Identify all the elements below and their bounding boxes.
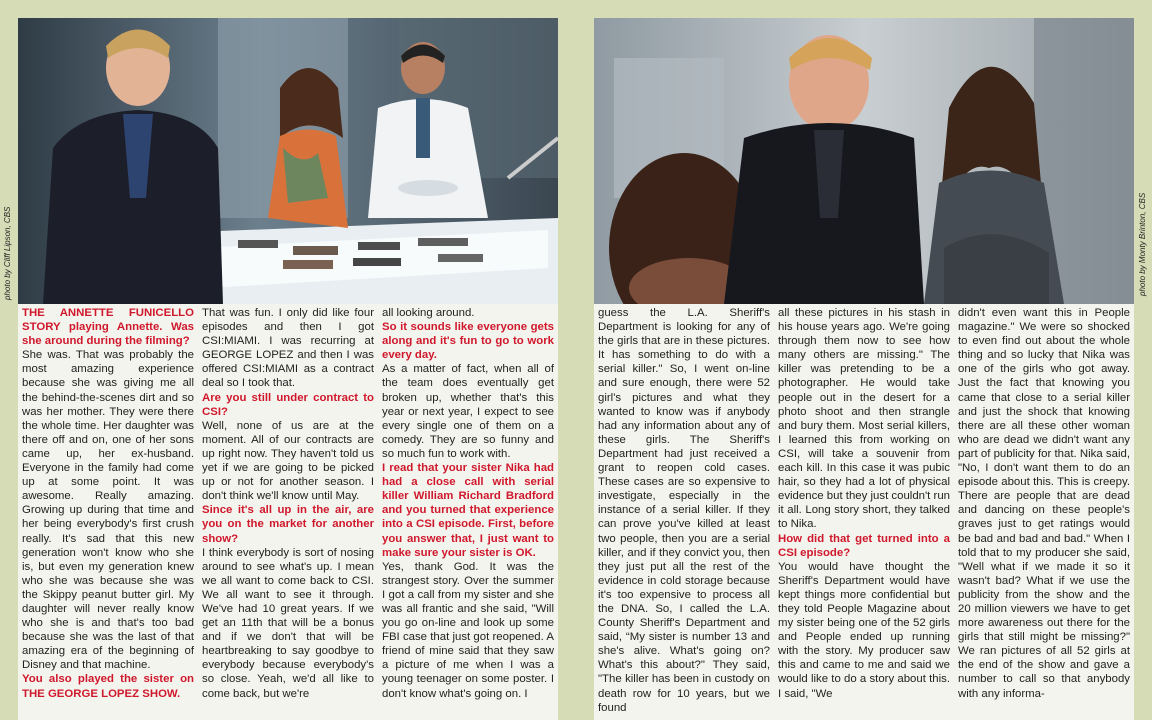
photo-credit-right: photo by Monty Brinton, CBS xyxy=(1138,192,1147,296)
article-column-3 xyxy=(378,306,558,720)
interview-answer: guess the L.A. Sheriff's Department is looking for any of the girls that are in these pictures. It has something to do with a serial killer." So, I went on-line and sure enough, there were 52 girl's pictures and what they wanted to know was if anybody had any information about any of these girls. The Sheriff's Department had just received a grant to reopen cold cases. These cases are so expensive to investigate, especially in the instance of a serial killer. If they can prove you've killed at least two people, then you are a serial killer, and if they convict you, then they just put all the rest of the evidence in cold storage because it's too expensive to process all the DNA. So, I called the L.A. County Sheriff's Department and said, “My sister is number 13 and she's alive. What's going on? What's this about?" They said, "The killer has been in custody on death row for 10 years, but we found xyxy=(598,307,770,714)
interview-answer: That was fun. I only did like four episodes and then I got CSI:MIAMI. I was recurring at GEORGE LOPEZ and then I was offered CSI:MIAMI as a contract deal so I took that. xyxy=(202,307,374,390)
left-page xyxy=(18,18,558,720)
interview-question: You also played the sister on THE GEORGE LOPEZ SHOW. xyxy=(22,673,194,700)
interview-answer: I think everybody is sort of nosing around to see what's up. I mean we all want to come back to CSI. We all want to see it through. We've had 10 great years. If we get an 11th that will be a bonus and if we don't that will be heartbreaking to say goodbye to everybody because everybody's so close. Yeah, we'd all like to come back, but we're xyxy=(202,546,374,700)
right-page xyxy=(594,18,1134,720)
interview-question: Are you still under contract to CSI? xyxy=(202,391,374,418)
interview-answer: You would have thought the Sheriff's Department would have kept things more confidential but they told People Magazine about my sister being one of the 52 girls and People ended up running with the story. My producer saw this and came to me and said we would like to do a story about this. I said, "We xyxy=(778,560,950,700)
interview-answer: didn't even want this in People magazine." We were so shocked to even find out about the whole thing and so lucky that Nika was one of the girls who got away. Just the fact that knowing you came that close to a serial killer and just the shock that knowing there are all these other woman who are dead we didn't want any part of publicity for that. Nika said, "No, I don't want them to do an episode about this. This is creepy. There are people that are dead and dancing on these people's graves just to get ratings would be bad and bad and bad." When I told that to my producer she said, "Well what if we made it so it wasn't bad? What if we use the publicity from the show and the 20 million viewers we have to get more awareness out there for the girls that still might be missing?" We ran pictures of all 52 girls at the end of the show and gave a number to call so that anybody with any informa- xyxy=(958,307,1130,700)
photo-office-scene xyxy=(594,18,1134,304)
article-column-5 xyxy=(774,306,954,720)
article-column-4 xyxy=(594,306,774,720)
article-column-1 xyxy=(18,306,198,720)
interview-answer: all these pictures in his stash in his house years ago. We're going through them now to see how many others are missing." The killer was pretending to be a photographer. He would take people out in the desert for a photo shoot and then strangle and bury them. Most serial killers, I learned this from working on CSI, will take a souvenir from each kill. In this case it was pubic hair, so they had a lot of physical evidence but they just couldn't run it all. Long story short, they talked to Nika. xyxy=(778,307,950,531)
article-column-2 xyxy=(198,306,378,720)
photo-lab-scene xyxy=(18,18,558,304)
interview-answer: As a matter of fact, when all of the team does eventually get broken up, whether that's this year or next year, I expect to see every single one of them on a comedy. They are so funny and so much fun to work with. xyxy=(382,363,554,460)
interview-answer: Yes, thank God. It was the strangest story. Over the summer I got a call from my sister and she was all frantic and she said, "Will you go on-line and look up some FBI case that just got reopened. A friend of mine said that they saw a picture of me when I was a young teenager on some poster. I don't know what's going on. I xyxy=(382,560,554,700)
article-column-6 xyxy=(954,306,1134,720)
photo-credit-left: photo by Cliff Lipson, CBS xyxy=(3,206,12,300)
interview-answer: She was. That was probably the most amazing experience because she was giving me all the behind-the-scenes dirt and so was her mother. They were there the whole time. Her daughter was there off and on, one of her sons came up, her ex-husband. Everyone in the family had come up at some point. It was awesome. Really amazing. Growing up during that time and her being everybody's first crush really. It's sad that this new generation won't know who she is, but even my generation knew who she was because she was the Skippy peanut butter girl. My daughter will never really know who she is and that's too bad because she was the last of that amazing era of the beginning of Disney and that machine. xyxy=(22,349,194,672)
interview-question: Since it's all up in the air, are you on the market for another show? xyxy=(202,504,374,545)
interview-answer: Well, none of us are at the moment. All of our contracts are up right now. They haven't told us yet if we are going to be picked up or not for another season. I don't think we'll know until May. xyxy=(202,419,374,503)
interview-question: So it sounds like everyone gets along and it's fun to go to work every day. xyxy=(382,321,554,362)
interview-question: I read that your sister Nika had had a close call with serial killer William Richard Bradford and you turned that experience into a CSI episode. First, before you answer that, I just want to make sure your sister is OK. xyxy=(382,462,554,559)
interview-answer: all looking around. xyxy=(382,307,475,319)
interview-question: How did that get turned into a CSI episode? xyxy=(778,532,950,559)
interview-question: THE ANNETTE FUNICELLO STORY playing Annette. Was she around during the filming? xyxy=(22,307,194,348)
